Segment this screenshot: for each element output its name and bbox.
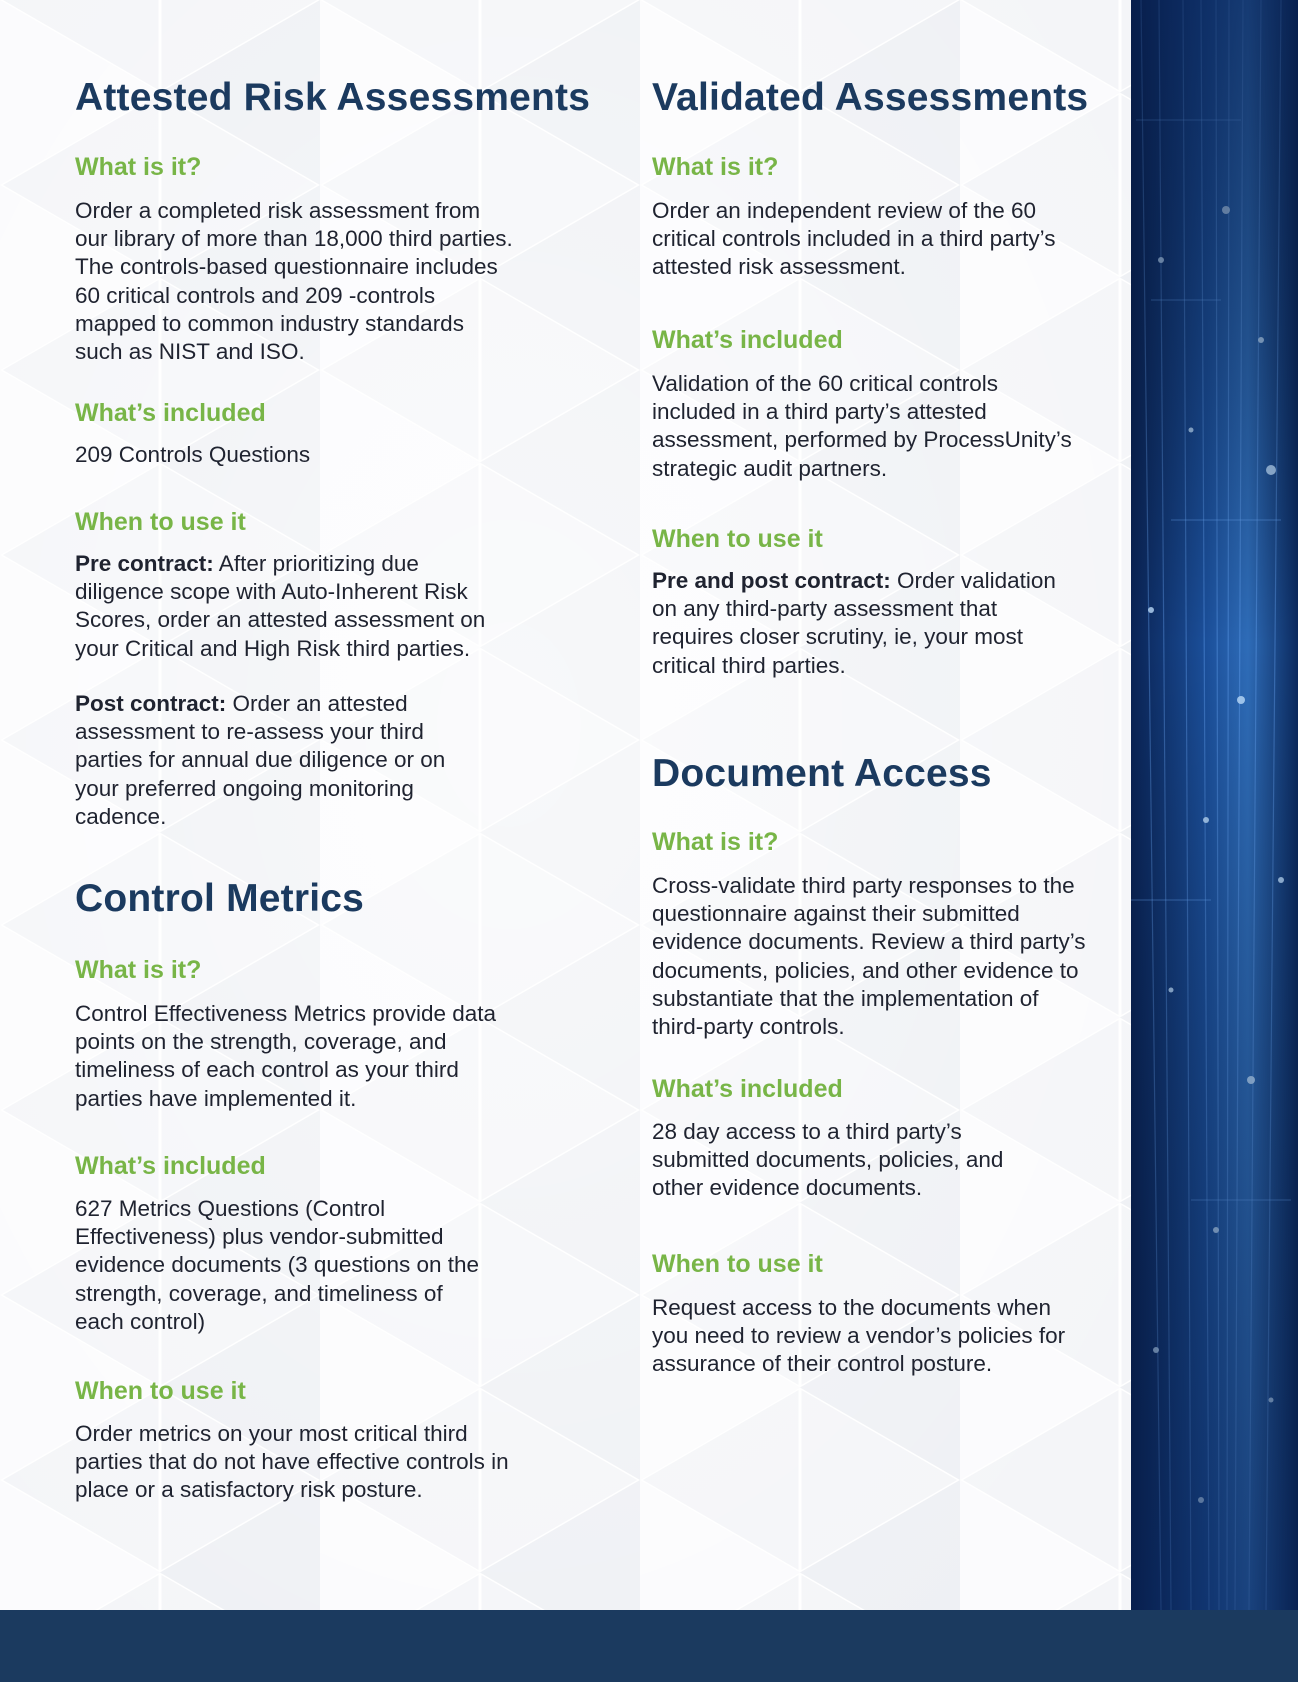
document-access-when-heading: When to use it <box>652 1250 823 1278</box>
attested-when-heading: When to use it <box>75 508 246 536</box>
pre-contract-label: Pre contract: <box>75 551 214 576</box>
pre-contract-text: After prioritizing due diligence scope with Auto-Inherent Risk Scores, order an attested assessment on your Critical and High Risk third parties. <box>75 551 486 661</box>
control-metrics-title: Control Metrics <box>75 877 365 920</box>
pre-post-contract-text: Order validation on any third-party assessment that requires closer scrutiny, ie, your most critical third parties. <box>652 568 1056 678</box>
attested-post-contract <box>75 690 495 831</box>
document-access-title: Document Access <box>652 752 992 795</box>
attested-what-heading: What is it? <box>75 153 202 181</box>
validated-what-heading: What is it? <box>652 153 779 181</box>
document-access-included-heading: What’s included <box>652 1075 843 1103</box>
control-metrics-included-heading: What’s included <box>75 1152 266 1180</box>
attested-what-text: Order a completed risk assessment from our library of more than 18,000 third parties. The controls-based questionnaire includes 60 critical controls and 209 -controls mapped to common industry standards such as NIST and ISO. <box>75 198 513 365</box>
control-metrics-when-text: Order metrics on your most critical third parties that do not have effective controls in place or a satisfactory risk posture. <box>75 1421 509 1503</box>
validated-title: Validated Assessments <box>652 76 1089 119</box>
pre-post-contract-label: Pre and post contract: <box>652 568 891 593</box>
attested-included-heading: What’s included <box>75 399 266 427</box>
document-access-included-text: 28 day access to a third party’s submitted documents, policies, and other evidence documents. <box>652 1119 1004 1201</box>
validated-included-heading: What’s included <box>652 326 843 354</box>
document-access-what-text: Cross-validate third party responses to the questionnaire against their submitted evidence documents. Review a third party’s documents, policies, and other evidence to substantiate that the implementation of third-party controls. <box>652 873 1086 1040</box>
control-metrics-when-heading: When to use it <box>75 1377 246 1405</box>
fiber-optic-image <box>1131 0 1298 1610</box>
attested-title: Attested Risk Assessments <box>75 76 591 119</box>
document-access-what-heading: What is it? <box>652 828 779 856</box>
validated-when-text <box>652 567 1072 680</box>
footer-band <box>0 1610 1298 1682</box>
validated-when-heading: When to use it <box>652 525 823 553</box>
document-access-when-text: Request access to the documents when you need to review a vendor’s policies for assurance of their control posture. <box>652 1295 1066 1377</box>
control-metrics-what-heading: What is it? <box>75 956 202 984</box>
attested-pre-contract <box>75 550 495 663</box>
attested-included-text: 209 Controls Questions <box>75 442 311 467</box>
control-metrics-what-text: Control Effectiveness Metrics provide data points on the strength, coverage, and timeliness of each control as your third parties have implemented it. <box>75 1001 497 1111</box>
control-metrics-included-text: 627 Metrics Questions (Control Effectiveness) plus vendor-submitted evidence documents (3 questions on the strength, coverage, and timeliness of each control) <box>75 1196 480 1334</box>
post-contract-text: Order an attested assessment to re-assess your third parties for annual due diligence or on your preferred ongoing monitoring cadence. <box>75 691 446 829</box>
validated-included-text: Validation of the 60 critical controls included in a third party’s attested assessment, performed by ProcessUnity’s strategic audit partners. <box>652 371 1072 481</box>
decorative-tech-panel <box>1131 0 1298 1610</box>
validated-what-text: Order an independent review of the 60 critical controls included in a third party’s attested risk assessment. <box>652 198 1056 280</box>
post-contract-label: Post contract: <box>75 691 227 716</box>
